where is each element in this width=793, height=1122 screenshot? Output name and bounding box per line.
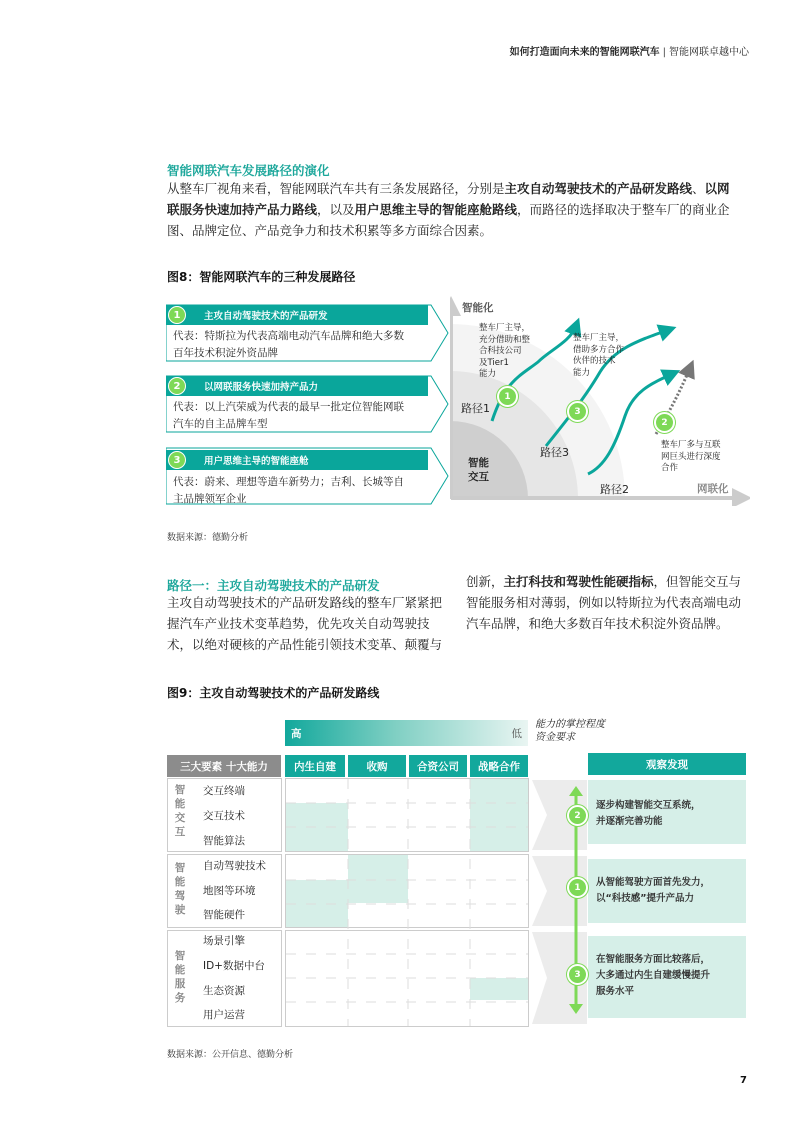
- y-axis-label: 智能化: [462, 302, 494, 314]
- section2-left-column: [167, 592, 452, 655]
- path3-label: 路径3: [540, 446, 569, 459]
- section1-line-1: [167, 199, 757, 220]
- g1-cat-0: 智: [174, 784, 186, 796]
- header-org: 智能网联卓越中心: [669, 47, 749, 58]
- g1-cat-1: 能: [174, 798, 186, 810]
- col-header-1: 收购: [348, 755, 406, 777]
- obs-1-l2: 并逐渐完善功能: [596, 816, 663, 827]
- section2-right-line-0: [466, 571, 756, 592]
- header-title: 如何打造面向未来的智能网联汽车: [509, 47, 660, 58]
- g3-cat-0: 智: [174, 950, 186, 962]
- obs-3-l1: 在智能服务方面比较落后，: [596, 954, 711, 965]
- obs-2-number: 1: [567, 877, 588, 898]
- legend-low: 低: [511, 727, 522, 740]
- fig9-title: 图9：主攻自动驾驶技术的产品研发路线: [167, 686, 380, 700]
- section2-right-column: [466, 571, 756, 634]
- path1-note-l4: 及Tier1: [479, 357, 509, 368]
- route-2-desc-line1: 代表：以上汽荣威为代表的最早一批定位智能网联: [173, 401, 404, 413]
- g1-item-0: 交互终端: [203, 785, 245, 797]
- g1-cat-3: 互: [174, 826, 186, 838]
- section1-paragraph: [167, 178, 757, 241]
- route-3-label: 用户思维主导的智能座舱: [204, 456, 309, 467]
- path1-note-l5: 能力: [479, 369, 497, 379]
- text-run: 汽车品牌，和绝大多数百年技术积淀外资品牌。: [466, 616, 729, 631]
- text-run: 创新，: [466, 574, 504, 589]
- route-3-number: 3: [168, 451, 186, 469]
- path1-note-l2: 充分借助和整: [479, 334, 531, 345]
- obs-2-l2: 以“科技感”提升产品力: [596, 893, 694, 904]
- g2-item-1: 地图等环境: [203, 885, 256, 897]
- obs-1-number: 2: [567, 805, 588, 826]
- core-label-line2: 交互: [468, 471, 489, 483]
- running-header: [510, 43, 749, 58]
- section2-title: 路径一：主攻自动驾驶技术的产品研发: [167, 578, 380, 593]
- section2-right-line-2: [466, 613, 756, 634]
- g3-item-3: 用户运营: [203, 1009, 245, 1021]
- bold-text: 用户思维主导的智能座舱路线: [354, 202, 518, 217]
- section2-left-line-2: [167, 634, 452, 655]
- legend-note: [535, 718, 605, 744]
- path2-note: [661, 440, 721, 475]
- text-run: ，但智能交互与: [653, 574, 742, 589]
- path2-note-l3: 合作: [661, 463, 679, 473]
- g1-item-1: 交互技术: [203, 810, 245, 822]
- text-run: ，以及: [317, 202, 355, 217]
- route-1-label: 主攻自动驾驶技术的产品研发: [204, 311, 328, 322]
- x-axis-label: 网联化: [697, 483, 729, 495]
- g3-item-1: ID+数据中台: [203, 960, 265, 972]
- path1-note-l3: 合科技公司: [479, 346, 522, 356]
- g2-cat-3: 驶: [174, 904, 186, 916]
- text-run: 握汽车产业技术变革趋势，优先攻关自动驾驶技: [167, 616, 430, 631]
- path3-note-l1: 整车厂主导，: [573, 333, 625, 343]
- route-3-desc-line2: 主品牌领军企业: [173, 493, 247, 505]
- path3-marker: 3: [567, 401, 588, 422]
- text-run: 从整车厂视角来看，智能网联汽车共有三条发展路径，分别是: [167, 181, 505, 196]
- col-header-2: 合资公司: [409, 755, 467, 777]
- obs-3-number: 3: [567, 964, 588, 985]
- route-3-desc-line1: 代表：蔚来、理想等造车新势力；吉利、长城等自: [173, 476, 404, 488]
- obs-2-l1: 从智能驾驶方面首先发力，: [596, 877, 711, 888]
- col-header-factors: 三大要素 十大能力: [167, 755, 281, 777]
- route-2-desc-line2: 汽车的自主品牌车型: [173, 418, 268, 430]
- text-run: 、: [692, 181, 705, 196]
- path3-note: [573, 333, 624, 379]
- obs-3-l3: 服务水平: [596, 986, 635, 997]
- fig8-title: 图8：智能网联汽车的三种发展路径: [167, 270, 356, 284]
- obs-2-text: [596, 875, 710, 907]
- section1-line-0: [167, 178, 757, 199]
- section1-title: 智能网联汽车发展路径的演化: [167, 163, 330, 178]
- g2-cat-2: 驾: [174, 890, 186, 902]
- path1-note-l1: 整车厂主导，: [479, 323, 531, 333]
- fig8-source: 数据来源：德勤分析: [167, 533, 249, 543]
- path1-note: [479, 323, 530, 381]
- legend-note-l2: 资金要求: [535, 732, 575, 743]
- path2-marker: 2: [654, 412, 675, 433]
- path1-label: 路径1: [461, 402, 490, 415]
- g3-cat-1: 能: [174, 964, 186, 976]
- route-1-number: 1: [168, 306, 186, 324]
- g2-cat-1: 能: [174, 876, 186, 888]
- text-run: ，而路径的选择取决于整车厂的商业企: [517, 202, 730, 217]
- text-run: 主攻自动驾驶技术的产品研发路线的整车厂紧紧把: [167, 595, 443, 610]
- g1-cat-2: 交: [174, 812, 186, 824]
- g2-cat-0: 智: [174, 862, 186, 874]
- g2-item-2: 智能硬件: [203, 909, 245, 921]
- path3-note-l2: 借助多方合作: [573, 344, 625, 355]
- g2-item-0: 自动驾驶技术: [203, 860, 266, 872]
- obs-header: 观察发现: [588, 753, 746, 775]
- route-2-bar: [166, 376, 428, 396]
- bold-text: 联服务快速加持产品力路线: [167, 202, 318, 217]
- capability-gradient-legend: [285, 720, 528, 746]
- path3-note-l3: 伙伴的技术: [573, 356, 616, 366]
- legend-high: 高: [291, 727, 302, 740]
- col-header-3: 战略合作: [470, 755, 528, 777]
- g3-item-0: 场景引擎: [203, 935, 245, 947]
- path2-note-l1: 整车厂多与互联: [661, 440, 721, 450]
- route-2-label: 以网联服务快速加持产品力: [204, 382, 319, 393]
- obs-1-l1: 逐步构建智能交互系统，: [596, 800, 701, 811]
- bold-text: 主打科技和驾驶性能硬指标: [503, 574, 654, 589]
- obs-3-l2: 大多通过内生自建缓慢提升: [596, 970, 711, 981]
- fig9-source: 数据来源：公开信息、德勤分析: [167, 1050, 294, 1060]
- text-run: 图、品牌定位、产品竞争力和技术积累等多方面综合因素。: [167, 223, 493, 238]
- obs-1-text: [596, 798, 701, 830]
- route-1-desc-line2: 百年技术积淀外资品牌: [173, 347, 278, 359]
- route-3-bar: [166, 450, 428, 470]
- g3-item-2: 生态资源: [203, 985, 245, 997]
- bold-text: 主攻自动驾驶技术的产品研发路线: [504, 181, 693, 196]
- section2-left-line-0: [167, 592, 452, 613]
- route-1-desc-line1: 代表：特斯拉为代表高端电动汽车品牌和绝大多数: [173, 330, 404, 342]
- path1-marker: 1: [497, 386, 518, 407]
- g1-item-2: 智能算法: [203, 835, 245, 847]
- bold-text: 以网: [704, 181, 730, 196]
- group-2-category: [173, 861, 187, 917]
- path3-note-l4: 能力: [573, 367, 591, 378]
- page-number: 7: [740, 1075, 747, 1086]
- core-label-line1: 智能: [468, 457, 489, 469]
- route-3-desc: [173, 474, 404, 508]
- group-1-category: [173, 783, 187, 839]
- group-3-category: [173, 949, 187, 1005]
- section1-line-2: [167, 220, 757, 241]
- text-run: 智能服务相对薄弱，例如以特斯拉为代表高端电动: [466, 595, 742, 610]
- route-2-desc: [173, 399, 404, 433]
- route-1-bar: [166, 305, 428, 325]
- section2-left-line-1: [167, 613, 452, 634]
- text-run: 术，以绝对硬核的产品性能引领技术变革、颠覆与: [167, 637, 443, 652]
- legend-note-l1: 能力的掌控程度: [535, 719, 605, 730]
- route-1-desc: [173, 328, 404, 362]
- g3-cat-2: 服: [174, 978, 186, 990]
- obs-3-text: [596, 952, 710, 1000]
- header-separator: |: [662, 47, 666, 58]
- path2-label: 路径2: [600, 483, 629, 496]
- route-2-number: 2: [168, 377, 186, 395]
- path2-note-l2: 网巨头进行深度: [661, 451, 721, 462]
- g3-cat-3: 务: [174, 992, 186, 1004]
- core-label: [468, 456, 489, 484]
- col-header-0: 内生自建: [285, 755, 345, 777]
- section2-right-line-1: [466, 592, 756, 613]
